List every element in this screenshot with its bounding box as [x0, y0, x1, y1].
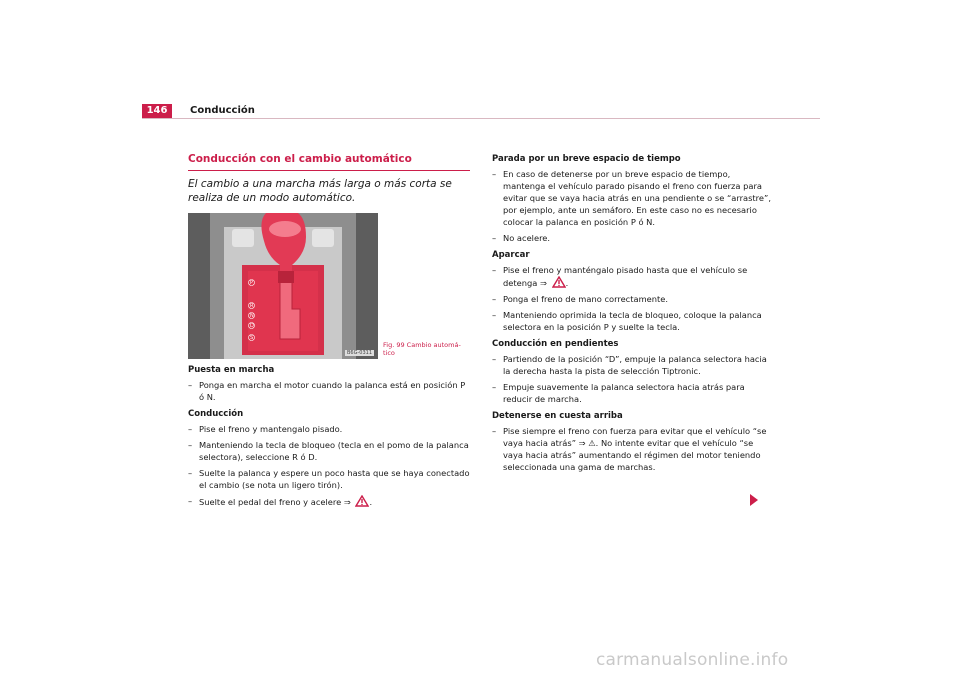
watermark: carmanualsonline.info	[596, 650, 789, 670]
gear-selector-image	[188, 213, 378, 359]
next-page-arrow-icon[interactable]	[750, 494, 758, 506]
warning-icon[interactable]	[552, 276, 566, 288]
step-item: – Suelte el pedal del freno y acelere ⇒ .	[188, 495, 470, 508]
svg-text:R: R	[250, 303, 254, 309]
figure-code: B6G-0311	[346, 350, 372, 356]
heading-puesta-en-marcha: Puesta en marcha	[188, 365, 275, 375]
section-title: Conducción con el cambio automático	[188, 153, 470, 171]
step-item: – No acelere.	[492, 232, 772, 244]
svg-text:N: N	[250, 313, 254, 319]
svg-text:S: S	[250, 335, 254, 341]
step-item: – Partiendo de la posición “D”, empuje la palanca selectora hacia la derecha hasta la pista de selección Tiptronic.	[492, 353, 772, 377]
left-column	[188, 153, 470, 512]
heading-conduccion: Conducción	[188, 409, 244, 419]
header-title: Conducción	[190, 105, 255, 116]
heading-pendientes: Conducción en pendientes	[492, 339, 619, 349]
intro-text: El cambio a una marcha más larga o más corta se realiza de un modo automático.	[188, 178, 452, 204]
svg-text:D: D	[250, 323, 254, 329]
step-item: – Pise el freno y mantengalo pisado.	[188, 423, 470, 435]
step-text: Suelte el pedal del freno y acelere ⇒	[199, 497, 351, 507]
step-item: – En caso de detenerse por un breve espacio de tiempo, mantenga el vehículo parado pisando el freno con fuerza para evitar que se vaya hacia atrás en una pendiente o se “arrastre”, por ejemplo, ante un semáforo. En este caso no es necesario colocar la palanca en posición P ó N.	[492, 168, 772, 228]
step-item: – Ponga el freno de mano correctamente.	[492, 293, 772, 305]
gear-selector-illustration	[188, 213, 378, 359]
step-item: – Pise el freno y manténgalo pisado hasta que el vehículo se detenga ⇒ .	[492, 264, 772, 289]
heading-aparcar: Aparcar	[492, 250, 530, 260]
warning-icon[interactable]	[355, 495, 369, 507]
heading-cuesta-arriba: Detenerse en cuesta arriba	[492, 411, 623, 421]
step-item: – Manteniendo oprimida la tecla de bloqueo, coloque la palanca selectora en la posición P y suelte la tecla.	[492, 309, 772, 333]
figure-caption: Fig. 99 Cambio automá-tico	[383, 341, 461, 357]
svg-text:P: P	[250, 280, 254, 286]
step-item: – Ponga en marcha el motor cuando la palanca está en posición P ó N.	[188, 379, 470, 403]
step-item: – Manteniendo la tecla de bloqueo (tecla en el pomo de la palanca selectora), seleccione R ó D.	[188, 439, 470, 463]
figure	[188, 213, 470, 359]
right-column	[492, 154, 772, 477]
header-rule	[142, 118, 820, 119]
step-item: – Pise siempre el freno con fuerza para evitar que el vehículo “se vaya hacia atrás” ⇒ ⚠. No intente evitar que el vehículo “se vaya hacia atrás” aumentando el régimen del motor teniendo seleccionada una gama de marchas.	[492, 425, 772, 473]
page-number: 146	[142, 104, 172, 118]
heading-parada: Parada por un breve espacio de tiempo	[492, 154, 681, 164]
step-item: – Empuje suavemente la palanca selectora hacia atrás para reducir de marcha.	[492, 381, 772, 405]
step-item: – Suelte la palanca y espere un poco hasta que se haya conectado el cambio (se nota un ligero tirón).	[188, 467, 470, 491]
step-text: Pise el freno y manténgalo pisado hasta que el vehículo se detenga ⇒	[503, 265, 748, 288]
